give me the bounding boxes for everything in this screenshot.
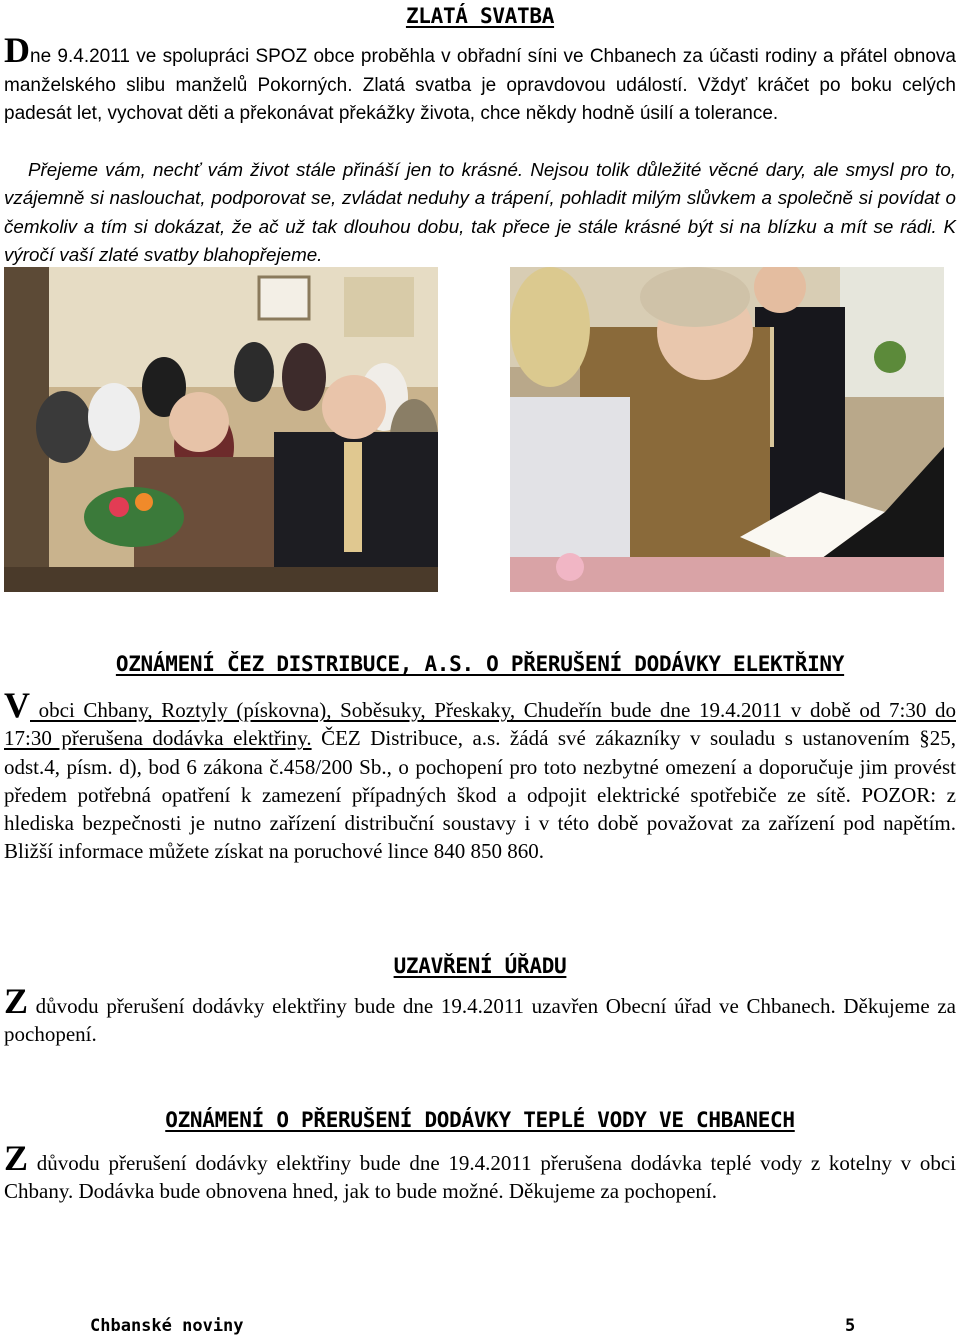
photo-couple-seated xyxy=(4,267,438,592)
photo-signing-document xyxy=(510,267,944,592)
cez-announcement-text: ČEZ Distribuce, a.s. žádá své zákazníky v souladu s ustanovením §25, odst.4, písm. d), bod 6 zákona č.458/200 Sb., o pochopení pro toto nezbytné omezení a doporučuje jim provést předem potřebná opatření k zamezení případných škod a odpojit elektrické spotřebiče ze sítě. POZOR: z hlediska bezpečnosti je nutno zařízení distribuční soustavy i v této době považovat za zařízení pod napětím. Bližší informace můžete získat na poruchové lince 840 850 860. xyxy=(4,726,956,864)
office-closure-text: důvodu přerušení dodávky elektřiny bude dne 19.4.2011 uzavřen Obecní úřad ve Chbanech. Děkujeme za pochopení. xyxy=(4,994,956,1047)
heading-golden-wedding: ZLATÁ SVATBA xyxy=(405,4,555,28)
heading-hot-water-outage: OZNÁMENÍ O PŘERUŠENÍ DODÁVKY TEPLÉ VODY VE CHBANECH xyxy=(165,1108,795,1132)
dropcap-z-office: Z xyxy=(4,981,29,1021)
cez-announcement-body xyxy=(4,685,956,866)
cez-outage-details: obci Chbany, Roztyly (pískovna), Soběsuky, Přeskaky, Chudeřín bude dne 19.4.2011 v době od 7:30 do 17:30 přerušena dodávka elektřiny. xyxy=(4,698,956,751)
heading-cez-announcement: OZNÁMENÍ ČEZ DISTRIBUCE, A.S. O PŘERUŠENÍ DODÁVKY ELEKTŘINY xyxy=(115,652,845,676)
footer-publication-name: Chbanské noviny xyxy=(90,1316,244,1336)
golden-wedding-wish: Přejeme vám, nechť vám život stále přináší jen to krásné. Nejsou tolik důležité věcné dary, ale smysl pro to, vzájemně si naslouchat, podporovat se, zvládat neduhy a trápení, pohladit milým slůvkem a společně si povídat o čemkoliv a tím si dokázat, že ač už tak dlouhou dobu, tak přece je stále krásné být si na blízku a mít se rádi. K výročí vaší zlaté svatby blahopřejeme. xyxy=(4,159,956,265)
footer-page-number: 5 xyxy=(845,1316,856,1336)
golden-wedding-intro xyxy=(4,30,956,129)
office-closure-body xyxy=(4,981,956,1049)
dropcap-d: D xyxy=(4,30,30,70)
hot-water-outage-text: důvodu přerušení dodávky elektřiny bude dne 19.4.2011 přerušena dodávka teplé vody z kotelny v obci Chbany. Dodávka bude obnovena hned, jak to bude možné. Děkujeme za pochopení. xyxy=(4,1151,956,1204)
golden-wedding-text: ne 9.4.2011 ve spolupráci SPOZ obce proběhla v obřadní síni ve Chbanech za účasti rodiny a přátel obnova manželského slibu manželů Pokorných. Zlatá svatba je opravdovou událostí. Vždyť kráčet po boku celých padesát let, vychovat děti a překonávat překážky života, chce někdy hodně úsilí a tolerance. xyxy=(4,46,956,124)
dropcap-v: V xyxy=(4,685,30,725)
heading-office-closure: UZAVŘENÍ ÚŘADU xyxy=(393,954,567,978)
dropcap-z-water: Z xyxy=(4,1138,29,1178)
hot-water-outage-body xyxy=(4,1138,956,1206)
